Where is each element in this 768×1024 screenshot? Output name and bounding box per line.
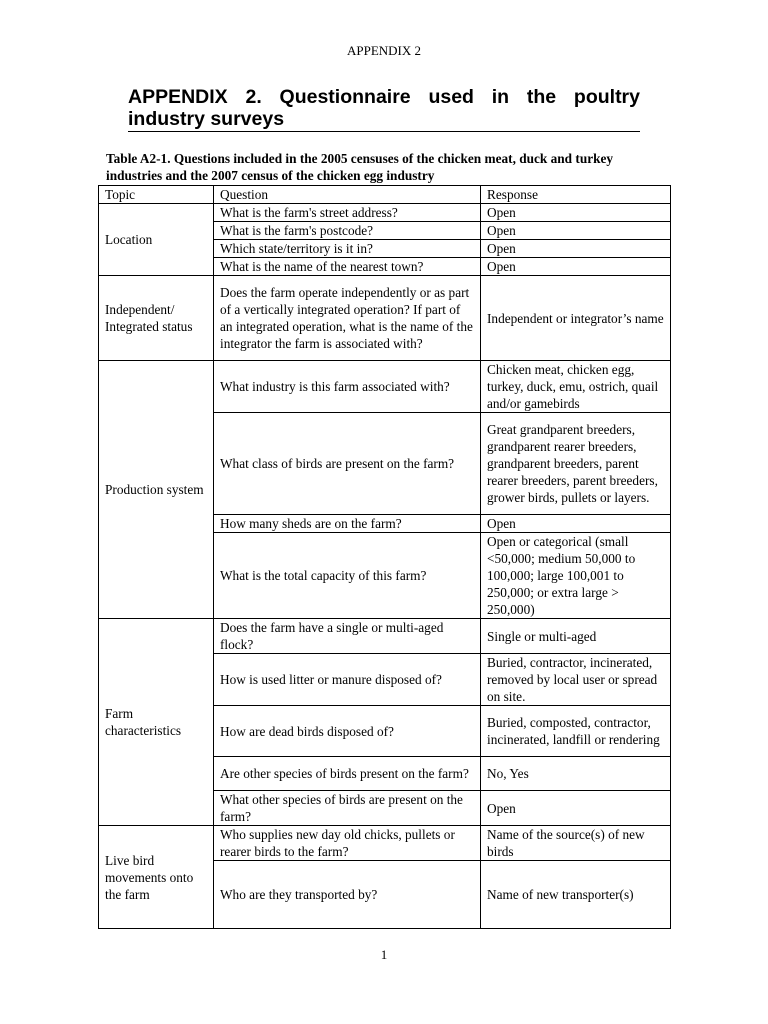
page-title: APPENDIX 2. Questionnaire used in the poultry industry surveys (128, 86, 640, 130)
running-header: APPENDIX 2 (346, 43, 422, 58)
header-topic: Topic (99, 186, 214, 204)
question-cell: What other species of birds are present on the farm? (214, 791, 481, 826)
question-cell: Does the farm have a single or multi-aged flock? (214, 619, 481, 654)
response-cell: Open (481, 240, 671, 258)
topic-live-bird-movements: Live bird movements onto the farm (99, 826, 214, 929)
response-cell: Open (481, 258, 671, 276)
header-question: Question (214, 186, 481, 204)
question-cell: Which state/territory is it in? (214, 240, 481, 258)
question-cell: Who supplies new day old chicks, pullets or rearer birds to the farm? (214, 826, 481, 861)
question-cell: What is the farm's postcode? (214, 222, 481, 240)
response-cell: Independent or integrator’s name (481, 276, 671, 361)
question-cell: What is the total capacity of this farm? (214, 533, 481, 619)
question-cell: Are other species of birds present on the farm? (214, 757, 481, 791)
question-cell: What class of birds are present on the farm? (214, 413, 481, 515)
response-cell: Name of the source(s) of new birds (481, 826, 671, 861)
response-cell: Open (481, 222, 671, 240)
response-cell: Open (481, 791, 671, 826)
table-row (99, 619, 671, 654)
question-cell: Who are they transported by? (214, 861, 481, 929)
question-cell: What is the name of the nearest town? (214, 258, 481, 276)
table-row (99, 204, 671, 222)
response-cell: Open (481, 204, 671, 222)
response-cell: Buried, contractor, incinerated, removed by local user or spread on site. (481, 654, 671, 706)
table-row (99, 361, 671, 413)
response-cell: Open or categorical (small <50,000; medium 50,000 to 100,000; large 100,001 to 250,000; or extra large > 250,000) (481, 533, 671, 619)
table-row (99, 826, 671, 861)
response-cell: Chicken meat, chicken egg, turkey, duck, emu, ostrich, quail and/or gamebirds (481, 361, 671, 413)
topic-farm-characteristics: Farm characteristics (99, 619, 214, 826)
response-cell: No, Yes (481, 757, 671, 791)
table-caption: Table A2-1. Questions included in the 2005 censuses of the chicken meat, duck and turkey industries and the 2007 census of the chicken egg industry (106, 151, 614, 183)
response-cell: Single or multi-aged (481, 619, 671, 654)
topic-location: Location (99, 204, 214, 276)
question-cell: How is used litter or manure disposed of? (214, 654, 481, 706)
response-cell: Great grandparent breeders, grandparent rearer breeders, grandparent breeders, parent rearer breeders, parent breeders, grower birds, pullets or layers. (481, 413, 671, 515)
question-cell: How many sheds are on the farm? (214, 515, 481, 533)
table-header-row (99, 186, 671, 204)
response-cell: Open (481, 515, 671, 533)
page-number: 1 (380, 947, 388, 962)
questionnaire-table (98, 185, 671, 929)
topic-integration-status: Independent/ Integrated status (99, 276, 214, 361)
response-cell: Buried, composted, contractor, incinerated, landfill or rendering (481, 706, 671, 757)
question-cell: Does the farm operate independently or as part of a vertically integrated operation? If part of an integrated operation, what is the name of the integrator the farm is associated with? (214, 276, 481, 361)
question-cell: What is the farm's street address? (214, 204, 481, 222)
response-cell: Name of new transporter(s) (481, 861, 671, 929)
question-cell: How are dead birds disposed of? (214, 706, 481, 757)
question-cell: What industry is this farm associated with? (214, 361, 481, 413)
header-response: Response (481, 186, 671, 204)
topic-production-system: Production system (99, 361, 214, 619)
table-row (99, 276, 671, 361)
